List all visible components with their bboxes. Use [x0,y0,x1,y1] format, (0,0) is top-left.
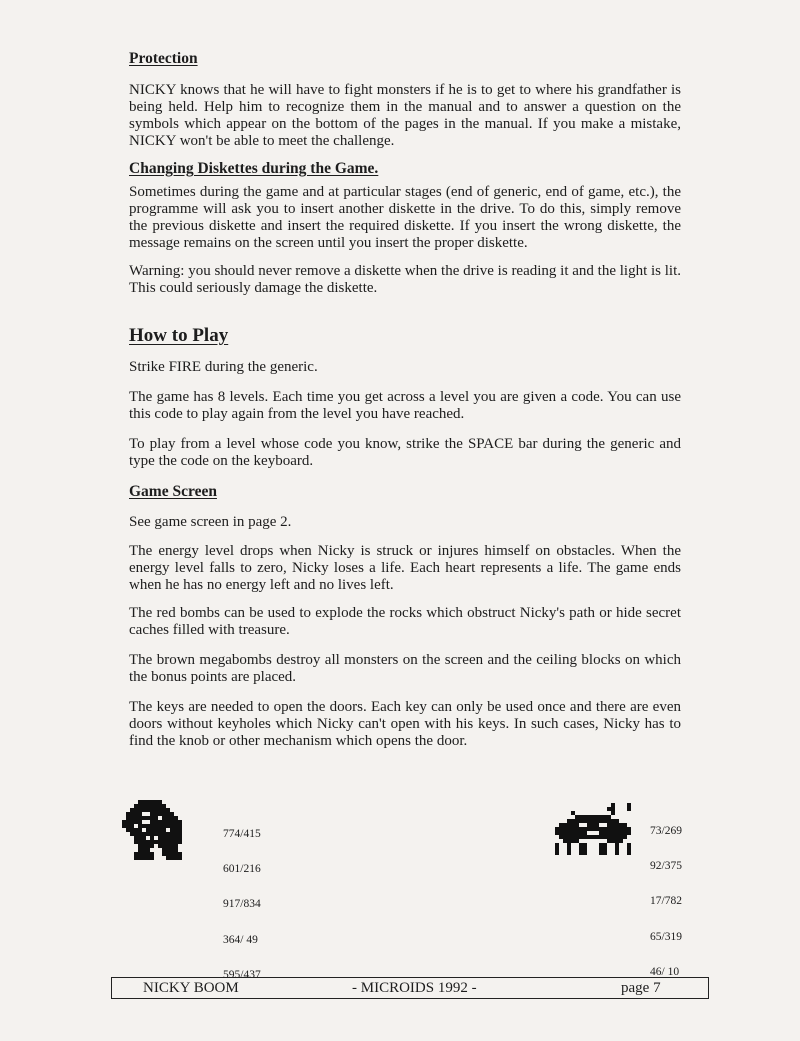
game-screen-p2-block [129,543,681,594]
how-to-play-p3-block [129,436,681,470]
left-code-1: 774/415 [223,827,261,840]
game-screen-paragraph-2: The energy level drops when Nicky is struck or injures himself on obstacles. When the energy level falls to zero, Nicky loses a life. Each heart represents a life. The game ends when he has no energy left and no lives left. [129,543,681,593]
diskettes-heading: Changing Diskettes during the Game. [129,160,379,177]
how-to-play-paragraph-2: The game has 8 levels. Each time you get across a level you are given a code. You can use this code to play again from the level you have reached. [129,389,681,422]
how-to-play-paragraph-3: To play from a level whose code you know, strike the SPACE bar during the generic and type the code on the keyboard. [129,436,681,469]
left-code-5: 595/437 [223,969,261,982]
spider-monster-icon [551,803,635,859]
gorilla-monster-icon [122,800,186,864]
protection-heading: Protection [129,50,198,67]
how-to-play-p2-block [129,389,681,423]
diskettes-text-block [129,184,681,252]
left-code-2: 601/216 [223,862,261,875]
how-to-play-p1-block [129,359,681,376]
game-screen-paragraph-5: The keys are needed to open the doors. Each key can only be used once and there are even doors without keyholes which Nicky can't open with his keys. In such cases, Nicky has to find the knob or other mechanism which opens the door. [129,699,681,749]
left-code-3: 917/834 [223,898,261,911]
how-to-play-section [129,325,681,347]
protection-paragraph: NICKY knows that he will have to fight monsters if he is to get to where his grandfather is being held. Help him to recognize them in the manual and to answer a question on the symbols which appear on the bottom of the pages in the manual. If you make a mistake, NICKY won't be able to meet the challenge. [129,82,681,149]
protection-section [129,50,681,68]
how-to-play-paragraph-1: Strike FIRE during the generic. [129,359,318,375]
game-screen-paragraph-1: See game screen in page 2. [129,514,292,530]
diskettes-warning-paragraph: Warning: you should never remove a diskette when the drive is reading it and the light is lit. This could seriously damage the diskette. [129,263,681,296]
right-code-5: 46/ 10 [650,966,680,979]
how-to-play-heading: How to Play [129,325,229,346]
left-protection-codes [223,805,261,1006]
right-code-1: 73/269 [650,824,682,837]
game-screen-p1-block [129,514,681,531]
footer-publisher: - MICROIDS 1992 - [352,980,477,996]
right-code-3: 17/782 [650,895,682,908]
page-footer [111,977,709,999]
game-screen-p3-block [129,605,681,639]
footer-title: NICKY BOOM [143,980,239,996]
diskettes-warning-block [129,263,681,297]
right-code-2: 92/375 [650,859,682,872]
game-screen-heading: Game Screen [129,483,217,500]
game-screen-p5-block [129,699,681,750]
game-screen-paragraph-3: The red bombs can be used to explode the rocks which obstruct Nicky's path or hide secret caches filled with treasure. [129,605,681,638]
game-screen-section [129,483,681,501]
game-screen-p4-block [129,652,681,686]
right-protection-codes [650,802,682,1003]
diskettes-section [129,160,681,178]
diskettes-paragraph-1: Sometimes during the game and at particular stages (end of generic, end of game, etc.), the programme will ask you to insert another diskette in the drive. To do this, simply remove the previous diskette and insert the required diskette. If you insert the wrong diskette, the message remains on the screen until you insert the proper diskette. [129,184,681,251]
footer-page-number: page 7 [621,980,661,996]
right-code-4: 65/319 [650,930,682,943]
game-screen-paragraph-4: The brown megabombs destroy all monsters on the screen and the ceiling blocks on which the bonus points are placed. [129,652,681,685]
protection-text-block [129,82,681,150]
left-code-4: 364/ 49 [223,933,258,946]
